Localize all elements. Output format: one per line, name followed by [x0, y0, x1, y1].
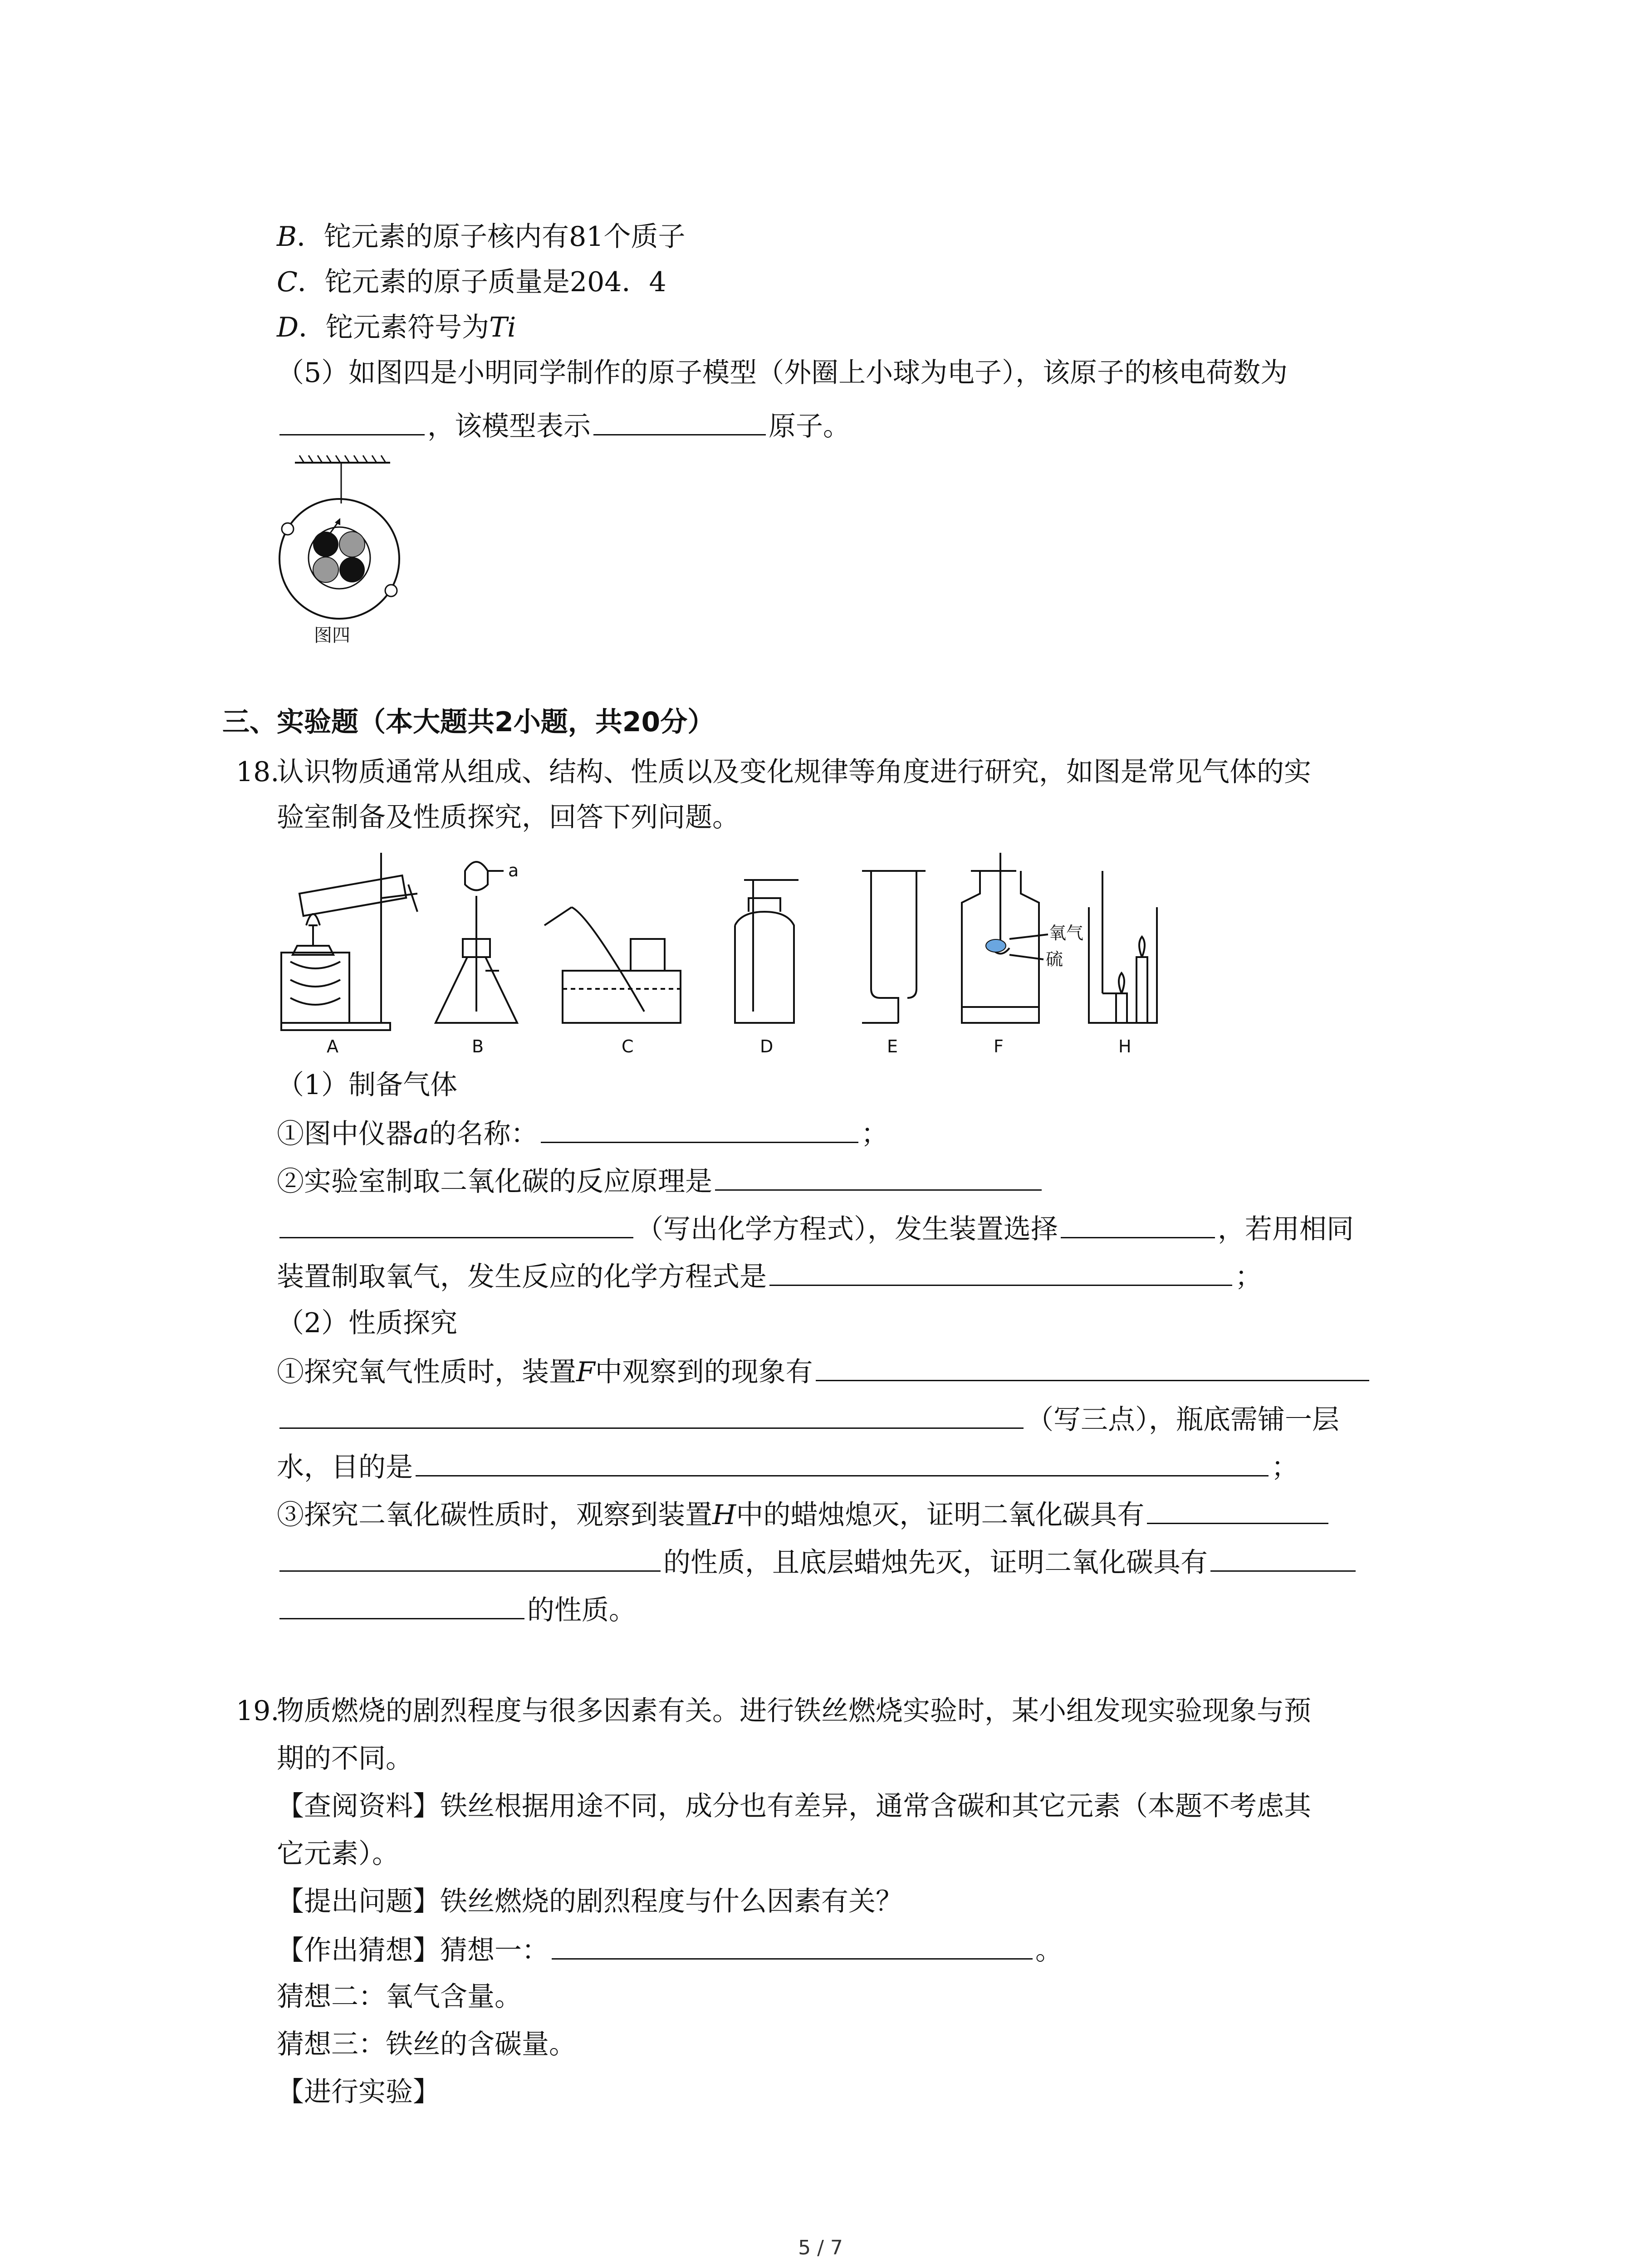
q18-stem-line1: 认识物质通常从组成、结构、性质以及变化规律等角度进行研究，如图是常见气体的实	[277, 756, 1311, 788]
q19-guess1-text: 【作出猜想】猜想一：	[277, 1935, 549, 1966]
option-d-text: ．铊元素符号为	[299, 312, 490, 343]
q18-p1-1-text: ①图中仪器	[277, 1118, 413, 1150]
q18-p2-3c	[277, 1542, 1358, 1582]
option-d	[277, 308, 516, 347]
option-d-letter: D	[277, 312, 299, 343]
q18-var-f: F	[576, 1356, 595, 1388]
section3-heading: 三、实验题（本大题共2小题，共20分）	[222, 706, 715, 738]
q18-p1-1-text-b: 的名称：	[429, 1118, 538, 1150]
q18-p1-2d	[277, 1256, 1262, 1296]
q18-p2-3d	[277, 1590, 636, 1629]
label-sulfur: 硫	[1046, 949, 1063, 969]
option-c-text: ．铊元素的原子质量是204．4	[297, 266, 666, 298]
option-d-symbol: Ti	[489, 312, 516, 343]
q17-part5-text-b: 原子。	[769, 411, 850, 442]
q18-p2-1-text-b: 中观察到的现象有	[595, 1356, 813, 1388]
q18-p2-3c-text: 的性质，且底层蜡烛先灭，证明二氧化碳具有	[663, 1547, 1208, 1579]
q18-p1-2-text: ②实验室制取二氧化碳的反应原理是	[277, 1166, 712, 1198]
answer-blank[interactable]	[769, 1256, 1232, 1286]
q18-var-a: a	[413, 1118, 429, 1150]
q19-experiment: 【进行实验】	[277, 2076, 440, 2108]
q18-stem-line2: 验室制备及性质探究，回答下列问题。	[277, 802, 740, 833]
q18-p2-1c-text: （写三点），瓶底需铺一层	[1026, 1404, 1339, 1436]
q18-p1-1	[277, 1114, 888, 1153]
q19-stem-line1: 物质燃烧的剧烈程度与很多因素有关。进行铁丝燃烧实验时，某小组发现实验现象与预	[277, 1695, 1311, 1727]
q18-p2-1c	[277, 1399, 1339, 1439]
q18-p2-1	[277, 1352, 1372, 1391]
option-c-letter: C	[277, 266, 298, 298]
q18-p2-3	[277, 1495, 1331, 1534]
q18-p1-2	[277, 1161, 1044, 1201]
q17-part5-line1: （5）如图四是小明同学制作的原子模型（外圈上小球为电子），该原子的核电荷数为	[277, 357, 1288, 389]
answer-blank[interactable]	[279, 1542, 661, 1572]
q19-guess3: 猜想三：铁丝的含碳量。	[277, 2028, 576, 2060]
q18-p2-3d-text: 的性质。	[527, 1594, 636, 1626]
option-b	[277, 218, 685, 256]
answer-blank[interactable]	[279, 1209, 633, 1238]
answer-blank[interactable]	[552, 1930, 1033, 1960]
q19-guess2: 猜想二：氧气含量。	[277, 1981, 522, 2013]
q18-p2-1d-text: 水，目的是	[277, 1452, 413, 1483]
q17-part5-text-a: ，该模型表示	[427, 411, 591, 442]
answer-blank[interactable]	[541, 1114, 858, 1143]
q18-p1-2-end: ；	[1235, 1261, 1262, 1293]
option-b-text: ．铊元素的原子核内有81个质子	[297, 221, 686, 253]
q19-guess1	[277, 1930, 1063, 1970]
answer-blank[interactable]	[279, 1399, 1024, 1429]
q18-p2-1-end: ；	[1271, 1452, 1298, 1483]
q19-ref-line1: 【查阅资料】铁丝根据用途不同，成分也有差异，通常含碳和其它元素（本题不考虑其	[277, 1790, 1311, 1822]
q18-p2-1-text: ①探究氧气性质时，装置	[277, 1356, 576, 1388]
apparatus-label-e: E	[887, 1036, 898, 1056]
answer-blank[interactable]	[1061, 1209, 1215, 1238]
q19-ref-line2: 它元素）。	[277, 1838, 399, 1870]
q19-stem-line2: 期的不同。	[277, 1743, 413, 1774]
apparatus-label-h: H	[1118, 1036, 1132, 1056]
apparatus-label-b: B	[472, 1036, 484, 1056]
q17-part5-line2	[277, 406, 850, 445]
answer-blank[interactable]	[816, 1352, 1369, 1381]
q18-p2-1d	[277, 1447, 1298, 1486]
q18-p1-2b	[277, 1209, 1354, 1248]
answer-blank[interactable]	[279, 406, 425, 435]
q18-p1-2c-text: ，若用相同	[1218, 1213, 1354, 1245]
q19-guess1-end: 。	[1035, 1935, 1063, 1966]
apparatus-label-a: A	[327, 1036, 338, 1056]
apparatus-label-f: F	[994, 1036, 1004, 1056]
apparatus-label-d: D	[760, 1036, 774, 1056]
q18-p2-3-text-b: 中的蜡烛熄灭，证明二氧化碳具有	[736, 1499, 1145, 1531]
q18-var-h: H	[712, 1499, 736, 1531]
figure4-caption: 图四	[314, 625, 350, 646]
q18-p1-2b-text: （写出化学方程式），发生装置选择	[636, 1213, 1058, 1245]
q19-number: 19.	[236, 1695, 279, 1727]
option-c	[277, 263, 666, 301]
q19-question: 【提出问题】铁丝燃烧的剧烈程度与什么因素有关？	[277, 1886, 903, 1917]
q18-part1: （1）制备气体	[277, 1069, 458, 1101]
label-instrument-a: a	[508, 860, 519, 880]
label-oxygen: 氧气	[1049, 923, 1084, 943]
page-number: 5 / 7	[798, 2236, 843, 2259]
answer-blank[interactable]	[715, 1161, 1042, 1191]
answer-blank[interactable]	[416, 1447, 1269, 1476]
answer-blank[interactable]	[279, 1590, 524, 1619]
option-b-letter: B	[277, 221, 297, 253]
lab-apparatus-figure	[272, 844, 1207, 1066]
answer-blank[interactable]	[1147, 1495, 1328, 1524]
answer-blank[interactable]	[1210, 1542, 1356, 1572]
apparatus-label-c: C	[622, 1036, 634, 1056]
q18-p1-1-end: ；	[861, 1118, 888, 1150]
q18-number: 18.	[236, 756, 279, 788]
q18-part2: （2）性质探究	[277, 1307, 458, 1339]
q18-p1-2d-text: 装置制取氧气，发生反应的化学方程式是	[277, 1261, 767, 1293]
q18-p2-3-text: ③探究二氧化碳性质时，观察到装置	[277, 1499, 712, 1531]
atom-model-figure	[272, 454, 417, 649]
answer-blank[interactable]	[593, 406, 766, 435]
